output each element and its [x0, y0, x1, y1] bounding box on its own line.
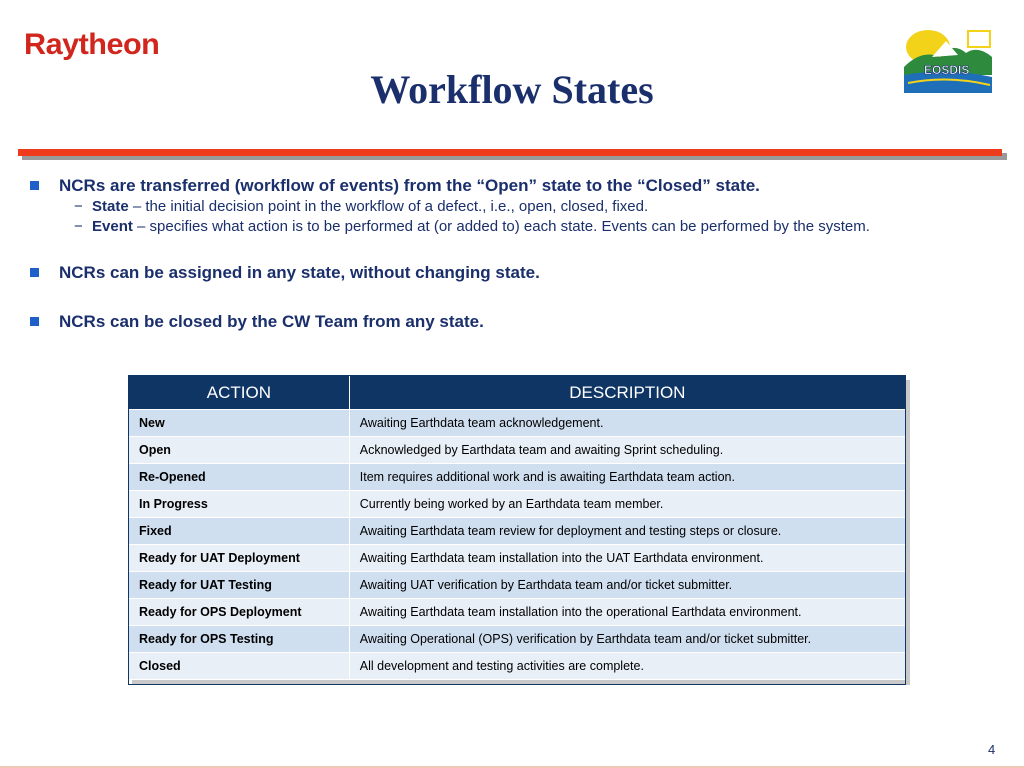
action-cell: Ready for OPS Deployment: [129, 599, 350, 626]
action-cell: Fixed: [129, 518, 350, 545]
table-row: [129, 410, 906, 437]
bullet-text: NCRs can be closed by the CW Team from any state.: [59, 312, 484, 331]
page-number: 4: [988, 742, 996, 757]
subbullet-term: State: [92, 198, 129, 215]
action-cell: In Progress: [129, 491, 350, 518]
table-row: [129, 437, 906, 464]
divider-rule: [18, 149, 1002, 156]
subbullet-text: [92, 218, 870, 235]
subbullet-desc: – specifies what action is to be performed at (or added to) each state. Events can be performed by the system.: [132, 218, 870, 235]
dash-icon: −: [74, 198, 83, 215]
workflow-states-table: [128, 375, 906, 680]
square-bullet-icon: [30, 268, 39, 277]
table-row: [129, 464, 906, 491]
description-cell: Awaiting UAT verification by Earthdata team and/or ticket submitter.: [349, 572, 905, 599]
eosdis-logo: [902, 27, 994, 95]
dash-icon: −: [74, 218, 83, 235]
action-cell: Closed: [129, 653, 350, 680]
description-cell: Awaiting Earthdata team installation into the UAT Earthdata environment.: [349, 545, 905, 572]
page-title: Workflow States: [370, 67, 654, 112]
action-cell: Re-Opened: [129, 464, 350, 491]
square-bullet-icon: [30, 317, 39, 326]
header-action: ACTION: [129, 376, 350, 410]
action-cell: Ready for UAT Deployment: [129, 545, 350, 572]
table-header-row: [129, 376, 906, 410]
description-cell: Item requires additional work and is awaiting Earthdata team action.: [349, 464, 905, 491]
workflow-table-container: [128, 375, 906, 680]
action-cell: Ready for OPS Testing: [129, 626, 350, 653]
square-bullet-icon: [30, 181, 39, 190]
header-description: DESCRIPTION: [349, 376, 905, 410]
table-row: [129, 653, 906, 680]
description-cell: Awaiting Earthdata team acknowledgement.: [349, 410, 905, 437]
subbullet-desc: – the initial decision point in the workflow of a defect., i.e., open, closed, fixed.: [128, 198, 649, 215]
description-cell: Awaiting Operational (OPS) verification by Earthdata team and/or ticket submitter.: [349, 626, 905, 653]
description-cell: Awaiting Earthdata team review for deployment and testing steps or closure.: [349, 518, 905, 545]
description-cell: Currently being worked by an Earthdata team member.: [349, 491, 905, 518]
description-cell: Acknowledged by Earthdata team and awaiting Sprint scheduling.: [349, 437, 905, 464]
table-row: [129, 626, 906, 653]
table-row: [129, 599, 906, 626]
subbullet-term: Event: [92, 218, 133, 235]
bullet-text: NCRs are transferred (workflow of events) from the “Open” state to the “Closed” state.: [59, 176, 760, 195]
subbullet-text: [92, 198, 648, 215]
action-cell: New: [129, 410, 350, 437]
table-row: [129, 572, 906, 599]
table-row: [129, 518, 906, 545]
description-cell: All development and testing activities are complete.: [349, 653, 905, 680]
raytheon-logo: Raytheon: [24, 28, 160, 61]
description-cell: Awaiting Earthdata team installation into the operational Earthdata environment.: [349, 599, 905, 626]
action-cell: Open: [129, 437, 350, 464]
action-cell: Ready for UAT Testing: [129, 572, 350, 599]
table-row: [129, 545, 906, 572]
eosdis-logo-text: EOSDIS: [924, 63, 970, 77]
table-row: [129, 491, 906, 518]
bullet-text: NCRs can be assigned in any state, without changing state.: [59, 263, 540, 282]
